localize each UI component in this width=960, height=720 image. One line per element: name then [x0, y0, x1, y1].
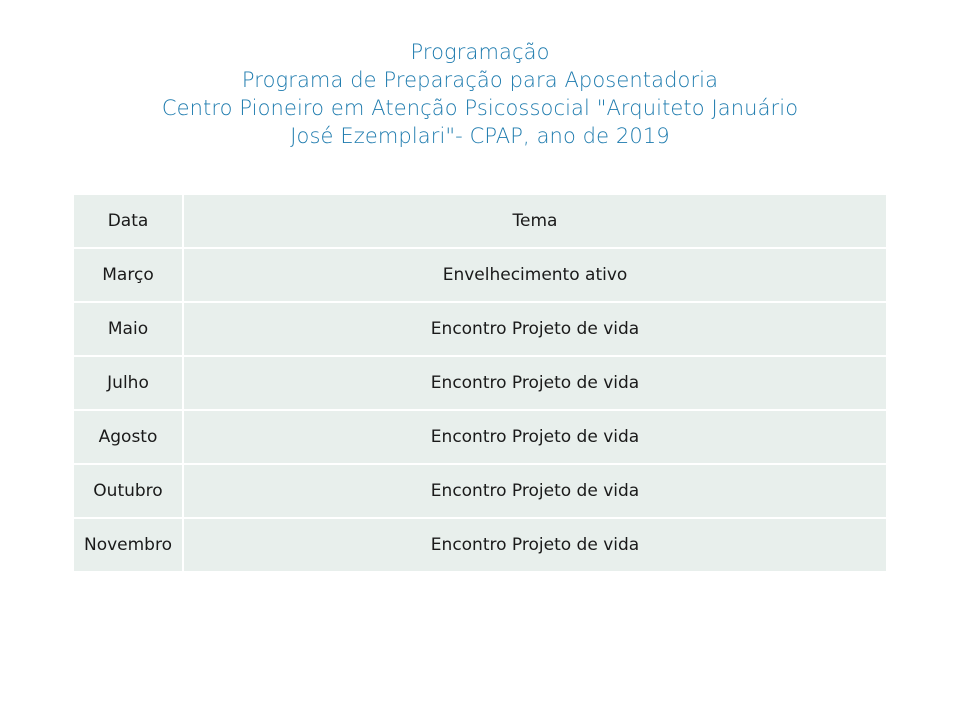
schedule-table	[74, 195, 886, 573]
header-tema: Tema	[183, 195, 886, 248]
row-theme: Encontro Projeto de vida	[183, 356, 886, 410]
row-date: Agosto	[74, 410, 183, 464]
table-row	[74, 410, 886, 464]
row-date: Julho	[74, 356, 183, 410]
row-date: Março	[74, 248, 183, 302]
row-theme: Envelhecimento ativo	[183, 248, 886, 302]
row-theme: Encontro Projeto de vida	[183, 302, 886, 356]
table-header-row	[74, 195, 886, 248]
row-date: Maio	[74, 302, 183, 356]
page-title	[0, 38, 960, 150]
table-row	[74, 518, 886, 572]
row-date: Outubro	[74, 464, 183, 518]
table-row	[74, 356, 886, 410]
row-date: Novembro	[74, 518, 183, 572]
title-line-center-name: Centro Pioneiro em Atenção Psicossocial "Arquiteto Januário	[161, 96, 799, 120]
row-theme: Encontro Projeto de vida	[183, 464, 886, 518]
table-row	[74, 248, 886, 302]
row-theme: Encontro Projeto de vida	[183, 518, 886, 572]
row-theme: Encontro Projeto de vida	[183, 410, 886, 464]
title-line-center-year: José Ezemplari"- CPAP, ano de 2019	[290, 124, 670, 148]
title-line-programacao: Programação	[410, 40, 550, 64]
header-data: Data	[74, 195, 183, 248]
table-row	[74, 464, 886, 518]
title-line-program-name: Programa de Preparação para Aposentadoria	[241, 68, 719, 92]
table-row	[74, 302, 886, 356]
